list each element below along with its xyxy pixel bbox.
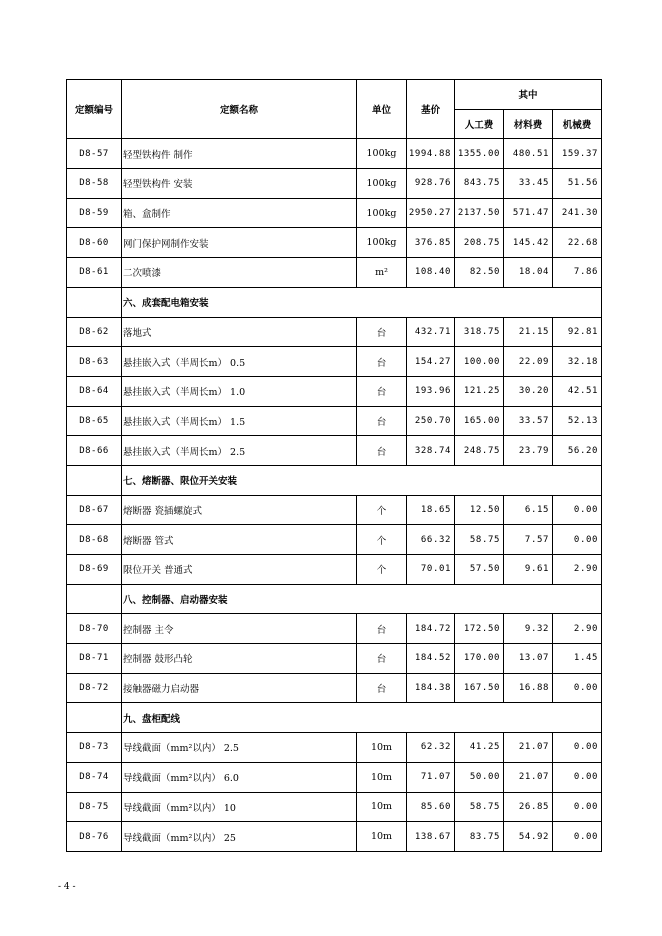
header-code: 定额编号 [67,80,122,139]
cell-unit: 台 [357,673,407,703]
cell-labor: 57.50 [455,555,504,585]
cell-name: 限位开关 普通式 [122,555,357,585]
cell-labor: 12.50 [455,495,504,525]
cell-name: 导线截面（mm²以内） 25 [122,822,357,852]
section-title: 八、控制器、启动器安装 [122,584,602,614]
table-row [67,555,602,585]
cell-machine: 241.30 [553,198,602,228]
cell-base-price: 108.40 [407,258,455,288]
header-labor: 人工费 [455,109,504,139]
cell-unit: 个 [357,525,407,555]
cell-unit: 10m [357,762,407,792]
cell-unit: 10m [357,733,407,763]
cell-unit: 台 [357,644,407,674]
header-name: 定额名称 [122,80,357,139]
cell-material: 145.42 [504,228,553,258]
cell-unit: 台 [357,347,407,377]
cell-labor: 82.50 [455,258,504,288]
table-row [67,347,602,377]
cell-material: 13.07 [504,644,553,674]
cell-machine: 7.86 [553,258,602,288]
cell-unit: 台 [357,614,407,644]
section-title: 七、熔断器、限位开关安装 [122,465,602,495]
cell-unit: 台 [357,436,407,466]
cell-labor: 121.25 [455,376,504,406]
cell-material: 21.07 [504,762,553,792]
cell-name: 悬挂嵌入式（半周长m） 1.5 [122,406,357,436]
cell-unit: 100kg [357,139,407,169]
cell-base-price: 250.70 [407,406,455,436]
cell-name: 悬挂嵌入式（半周长m） 1.0 [122,376,357,406]
section-code-cell [67,584,122,614]
cell-base-price: 71.07 [407,762,455,792]
cell-code: D8-76 [67,822,122,852]
cell-machine: 2.90 [553,614,602,644]
cell-name: 控制器 鼓形凸轮 [122,644,357,674]
cell-unit: 100kg [357,228,407,258]
cell-base-price: 928.76 [407,169,455,199]
cell-code: D8-63 [67,347,122,377]
cell-unit: 个 [357,555,407,585]
section-row [67,703,602,733]
cell-base-price: 85.60 [407,792,455,822]
cell-machine: 92.81 [553,317,602,347]
cell-code: D8-74 [67,762,122,792]
cell-unit: 台 [357,317,407,347]
cell-code: D8-73 [67,733,122,763]
cell-base-price: 66.32 [407,525,455,555]
cell-base-price: 154.27 [407,347,455,377]
cell-material: 9.32 [504,614,553,644]
cell-name: 熔断器 瓷插螺旋式 [122,495,357,525]
cell-unit: 个 [357,495,407,525]
cell-labor: 208.75 [455,228,504,258]
cell-unit: 台 [357,406,407,436]
cell-name: 导线截面（mm²以内） 10 [122,792,357,822]
cell-labor: 100.00 [455,347,504,377]
cell-name: 控制器 主令 [122,614,357,644]
table-row [67,169,602,199]
cell-code: D8-59 [67,198,122,228]
table-row [67,762,602,792]
cell-code: D8-70 [67,614,122,644]
cell-labor: 41.25 [455,733,504,763]
cell-material: 480.51 [504,139,553,169]
cell-material: 21.15 [504,317,553,347]
section-row [67,584,602,614]
header-material: 材料费 [504,109,553,139]
cell-unit: 10m [357,792,407,822]
cell-code: D8-65 [67,406,122,436]
header-machine: 机械费 [553,109,602,139]
cell-machine: 0.00 [553,673,602,703]
table-row [67,198,602,228]
cell-machine: 22.68 [553,228,602,258]
table-row [67,614,602,644]
section-code-cell [67,703,122,733]
table-row [67,228,602,258]
cell-name: 接触器磁力启动器 [122,673,357,703]
cell-machine: 159.37 [553,139,602,169]
cell-base-price: 138.67 [407,822,455,852]
cell-machine: 0.00 [553,822,602,852]
table-row [67,673,602,703]
cell-name: 轻型铁构件 制作 [122,139,357,169]
cell-machine: 32.18 [553,347,602,377]
cell-unit: 台 [357,376,407,406]
table-header [67,80,602,139]
cell-unit: 100kg [357,198,407,228]
section-code-cell [67,465,122,495]
table-row [67,376,602,406]
cell-name: 悬挂嵌入式（半周长m） 0.5 [122,347,357,377]
cell-code: D8-61 [67,258,122,288]
cell-machine: 0.00 [553,525,602,555]
cell-machine: 0.00 [553,762,602,792]
cell-labor: 843.75 [455,169,504,199]
cell-code: D8-72 [67,673,122,703]
cell-base-price: 62.32 [407,733,455,763]
cell-name: 箱、盒制作 [122,198,357,228]
cell-code: D8-66 [67,436,122,466]
cell-material: 30.20 [504,376,553,406]
table-row [67,792,602,822]
cell-name: 轻型铁构件 安装 [122,169,357,199]
cell-base-price: 376.85 [407,228,455,258]
section-code-cell [67,287,122,317]
cell-machine: 42.51 [553,376,602,406]
cell-machine: 2.90 [553,555,602,585]
cell-material: 23.79 [504,436,553,466]
table-body [67,139,602,852]
cell-base-price: 18.65 [407,495,455,525]
cell-material: 16.88 [504,673,553,703]
header-of-which: 其中 [455,80,602,110]
cell-code: D8-67 [67,495,122,525]
cell-machine: 1.45 [553,644,602,674]
cell-material: 22.09 [504,347,553,377]
cell-machine: 51.56 [553,169,602,199]
cell-code: D8-58 [67,169,122,199]
table-row [67,525,602,555]
table-row [67,644,602,674]
cell-labor: 83.75 [455,822,504,852]
cell-material: 26.85 [504,792,553,822]
cell-material: 18.04 [504,258,553,288]
table-row [67,317,602,347]
cell-labor: 170.00 [455,644,504,674]
cell-material: 7.57 [504,525,553,555]
cell-material: 54.92 [504,822,553,852]
table-row [67,406,602,436]
header-unit: 单位 [357,80,407,139]
cell-labor: 248.75 [455,436,504,466]
table-row [67,139,602,169]
cell-material: 9.61 [504,555,553,585]
cell-base-price: 184.52 [407,644,455,674]
cell-unit: 100kg [357,169,407,199]
cell-labor: 167.50 [455,673,504,703]
cell-machine: 52.13 [553,406,602,436]
table-row [67,822,602,852]
cell-name: 二次喷漆 [122,258,357,288]
cell-unit: 10m [357,822,407,852]
cell-labor: 58.75 [455,525,504,555]
cell-base-price: 193.96 [407,376,455,406]
cell-code: D8-69 [67,555,122,585]
cell-labor: 318.75 [455,317,504,347]
cell-code: D8-62 [67,317,122,347]
cell-material: 21.07 [504,733,553,763]
cell-name: 网门保护网制作安装 [122,228,357,258]
cell-code: D8-71 [67,644,122,674]
cell-material: 571.47 [504,198,553,228]
table-row [67,436,602,466]
section-row [67,287,602,317]
page-number: - 4 - [58,882,76,892]
cell-base-price: 184.72 [407,614,455,644]
table-row [67,733,602,763]
cell-name: 导线截面（mm²以内） 6.0 [122,762,357,792]
section-title: 九、盘柜配线 [122,703,602,733]
cell-code: D8-60 [67,228,122,258]
table-row [67,495,602,525]
cell-labor: 2137.50 [455,198,504,228]
cell-name: 熔断器 管式 [122,525,357,555]
cell-name: 导线截面（mm²以内） 2.5 [122,733,357,763]
cell-labor: 50.00 [455,762,504,792]
cell-material: 6.15 [504,495,553,525]
cell-material: 33.57 [504,406,553,436]
table-row [67,258,602,288]
cell-unit: m² [357,258,407,288]
cell-code: D8-64 [67,376,122,406]
cell-code: D8-68 [67,525,122,555]
cell-machine: 0.00 [553,495,602,525]
header-base-price: 基价 [407,80,455,139]
cell-base-price: 2950.27 [407,198,455,228]
cell-name: 落地式 [122,317,357,347]
cell-base-price: 70.01 [407,555,455,585]
cell-labor: 1355.00 [455,139,504,169]
section-title: 六、成套配电箱安装 [122,287,602,317]
cell-name: 悬挂嵌入式（半周长m） 2.5 [122,436,357,466]
cell-machine: 0.00 [553,792,602,822]
cell-machine: 0.00 [553,733,602,763]
cell-labor: 58.75 [455,792,504,822]
cell-base-price: 328.74 [407,436,455,466]
cell-material: 33.45 [504,169,553,199]
section-row [67,465,602,495]
cell-code: D8-57 [67,139,122,169]
cell-labor: 165.00 [455,406,504,436]
cell-machine: 56.20 [553,436,602,466]
quota-table [66,79,602,852]
cell-labor: 172.50 [455,614,504,644]
cell-base-price: 184.38 [407,673,455,703]
cell-base-price: 1994.88 [407,139,455,169]
cell-code: D8-75 [67,792,122,822]
cell-base-price: 432.71 [407,317,455,347]
